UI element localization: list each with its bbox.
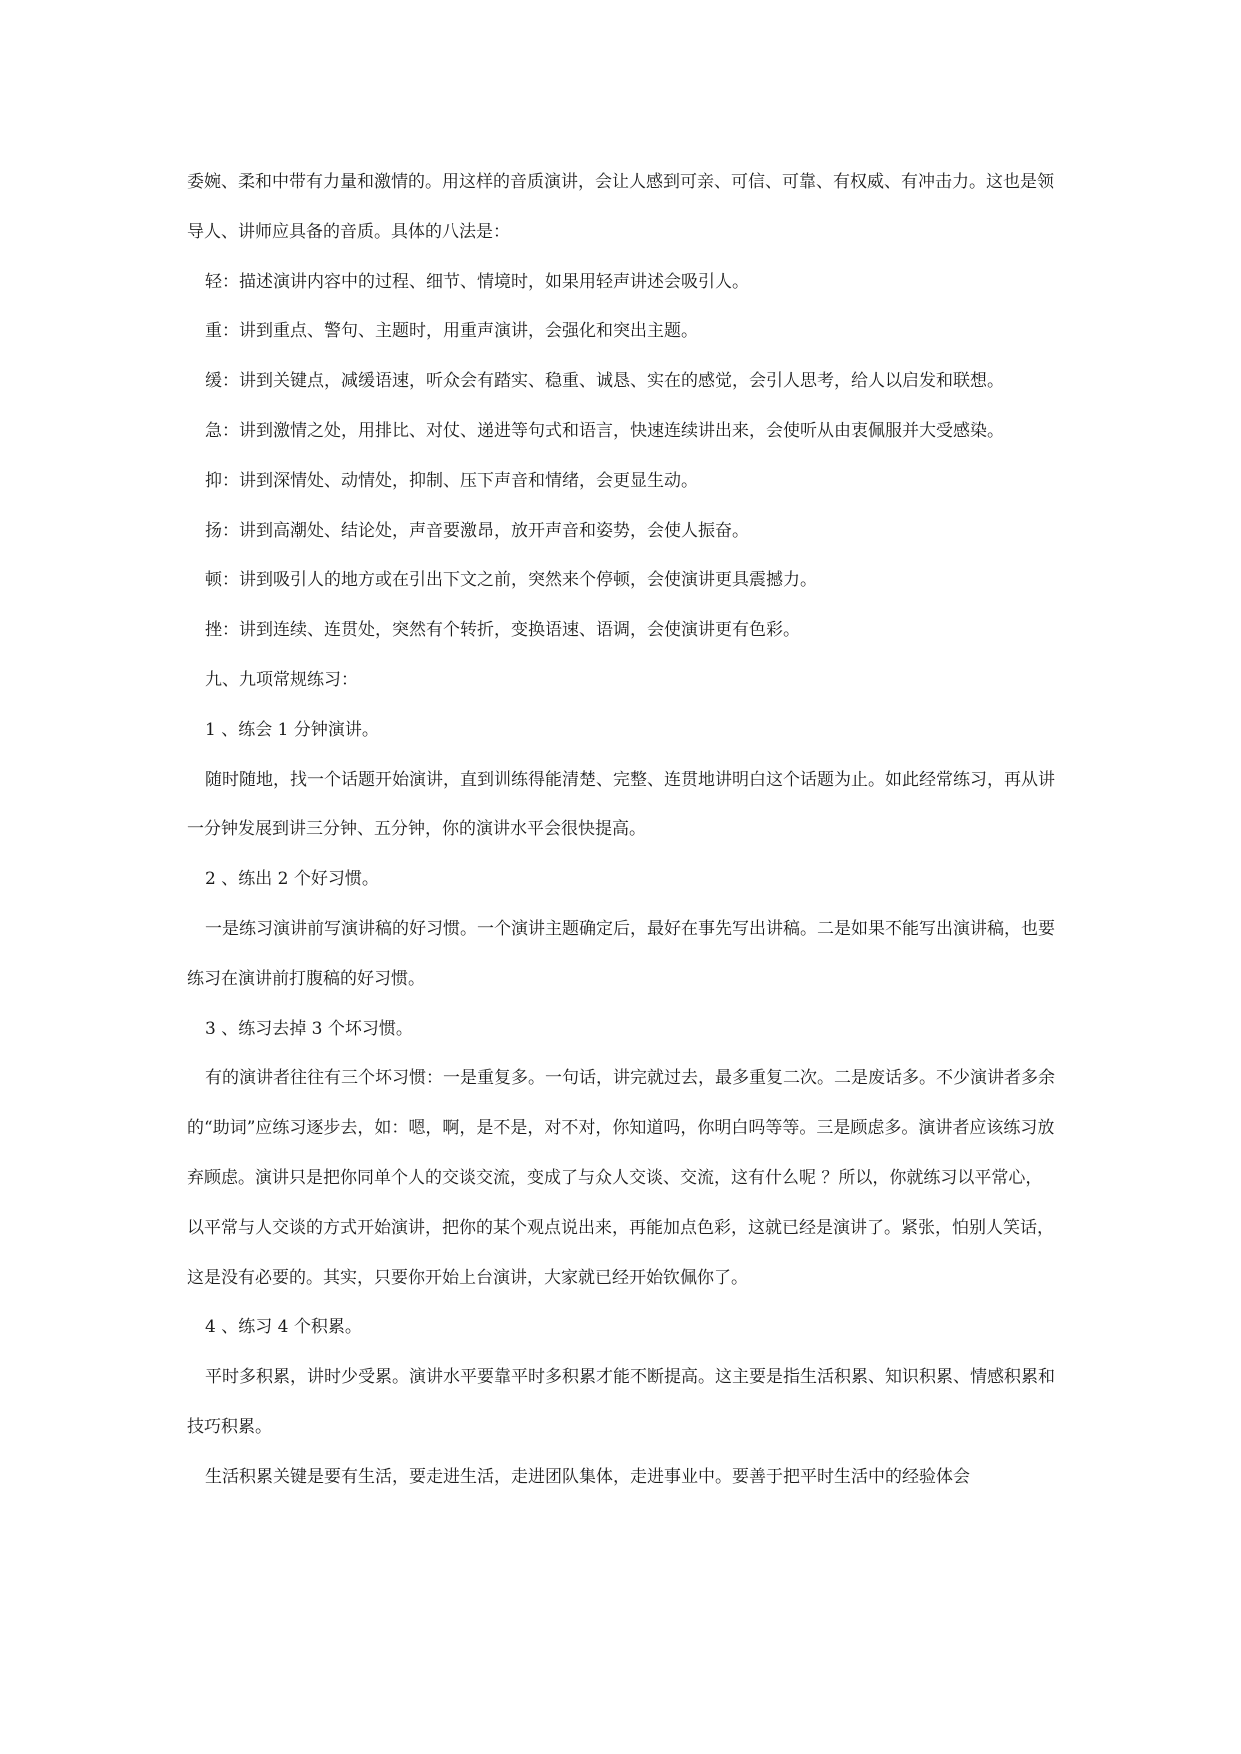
paragraph-heavy: 重：讲到重点、警句、主题时，用重声演讲，会强化和突出主题。 (205, 321, 698, 342)
paragraph-raise: 扬：讲到高潮处、结论处，声音要激昂，放开声音和姿势，会使人振奋。 (205, 520, 749, 541)
paragraph-life-accumulation: 生活积累关键是要有生活，要走进生活，走进团队集体，走进事业中。要善于把平时生活中的经验体会 (205, 1466, 970, 1487)
item-heading-1: 1 、练会 1 分钟演讲。 (205, 719, 379, 740)
paragraph-pause: 顿：讲到吸引人的地方或在引出下文之前，突然来个停顿，会使演讲更具震撼力。 (205, 570, 817, 591)
paragraph-one-minute-speech: 随时随地，找一个话题开始演讲，直到训练得能清楚、完整、连贯地讲明白这个话题为止。如此经常练习，再从讲一分钟发展到讲三分钟、五分钟，你的演讲水平会很快提高。 (187, 769, 1055, 840)
paragraph-voice-quality: 委婉、柔和中带有力量和激情的。用这样的音质演讲，会让人感到可亲、可信、可靠、有权威、有冲击力。这也是领导人、讲师应具备的音质。具体的八法是： (187, 172, 1054, 242)
paragraph-good-habits: 一是练习演讲前写演讲稿的好习惯。一个演讲主题确定后，最好在事先写出讲稿。二是如果不能写出演讲稿，也要练习在演讲前打腹稿的好习惯。 (187, 918, 1055, 989)
section-heading-nine-practices: 九、九项常规练习： (205, 669, 358, 690)
paragraph-fast: 急：讲到激情之处，用排比、对仗、递进等句式和语言，快速连续讲出来，会使听从由衷佩服并大受感染。 (205, 420, 1004, 441)
paragraph-turn: 挫：讲到连续、连贯处，突然有个转折，变换语速、语调，会使演讲更有色彩。 (205, 620, 800, 641)
paragraph-restrain: 抑：讲到深情处、动情处，抑制、压下声音和情绪，会更显生动。 (205, 470, 698, 491)
paragraph-light: 轻：描述演讲内容中的过程、细节、情境时，如果用轻声讲述会吸引人。 (205, 271, 749, 292)
item-heading-3: 3 、练习去掉 3 个坏习惯。 (205, 1018, 413, 1039)
paragraph-slow: 缓：讲到关键点，减缓语速，听众会有踏实、稳重、诚恳、实在的感觉，会引人思考，给人以启发和联想。 (205, 371, 1004, 392)
paragraph-accumulation: 平时多积累，讲时少受累。演讲水平要靠平时多积累才能不断提高。这主要是指生活积累、知识积累、情感积累和技巧积累。 (187, 1367, 1055, 1437)
item-heading-4: 4 、练习 4 个积累。 (205, 1317, 362, 1338)
paragraph-bad-habits: 有的演讲者往往有三个坏习惯：一是重复多。一句话，讲完就过去，最多重复二次。二是废话多。不少演讲者多余的“助词”应练习逐步去，如：嗯，啊，是不是，对不对，你知道吗，你明白吗等等。三是顾虑多。演讲者应该练习放弃顾虑。演讲只是把你同单个人的交谈交流，变成了与众人交谈、交流，这有什么呢 ？所以，你就练习以平常心，以平常与人交谈的方式开始演讲，把你的某个观点说出来，再能加点色彩，这就已经是演讲了。紧张，怕别人笑话，这是没有必要的。其实，只要你开始上台演讲，大家就已经开始钦佩你了。 (187, 1068, 1055, 1288)
document-body (187, 158, 1057, 1503)
item-heading-2: 2 、练出 2 个好习惯。 (205, 869, 379, 890)
